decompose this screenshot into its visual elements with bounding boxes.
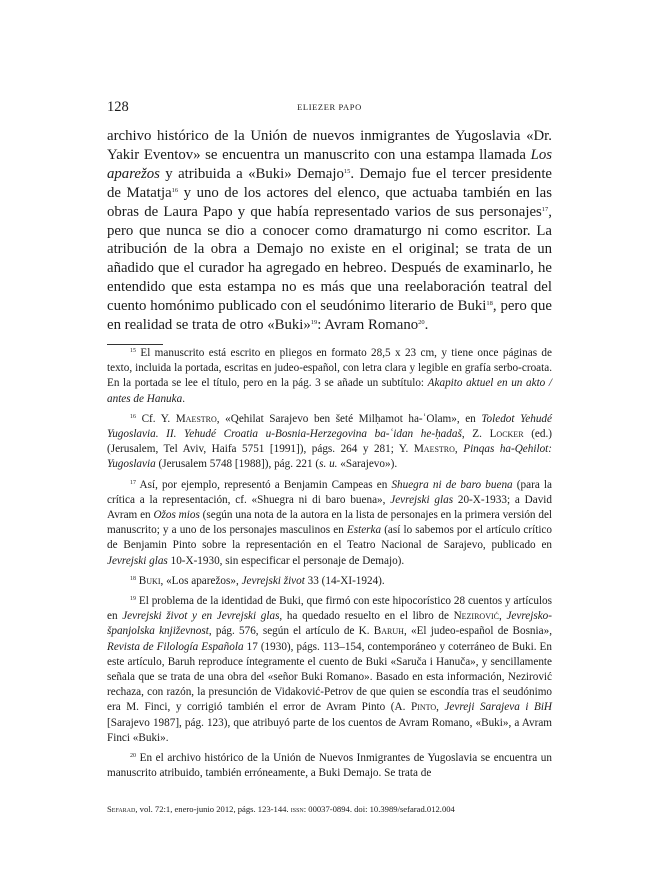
italic-title: Los aparežos: [107, 146, 552, 182]
body-span: . Demajo fue el tercer presidente de Matatja: [107, 165, 552, 201]
author-name: Buki: [138, 574, 161, 587]
fn-span: , «Los aparežos»,: [160, 574, 242, 587]
footnote-ref-19[interactable]: 19: [310, 319, 318, 327]
fn-italic: Jevrejsko-španjolska književnost: [107, 610, 553, 638]
footnote-ref-20[interactable]: 20: [418, 319, 425, 327]
footer-doi: : 00037-0894. doi: 10.3989/sefarad.012.004: [303, 804, 455, 814]
fn-italic: Pinqas ha-Qehilot: Yugoslavia: [107, 443, 553, 471]
fn-span: .: [182, 392, 185, 405]
footnote-number: 19: [130, 596, 136, 603]
footnote-ref-16[interactable]: 16: [171, 186, 179, 194]
body-span: y uno de los actores del elenco, que actuaba también en las obras de Laura Papo y que había representado varios de sus personajes: [107, 184, 552, 220]
body-span: .: [424, 317, 429, 334]
fn-span: «Sarajevo»).: [337, 458, 398, 471]
page-footer: [107, 803, 552, 815]
fn-italic: Jevrejski glas: [390, 493, 454, 506]
body-span: , pero que en realidad se trata de otro «Buki»: [107, 298, 552, 334]
fn-span: 17 (1930), págs. 113–154, contemporáneo y coterráneo de Buki. En este artículo, Baruh reproduce íntegramente el cuento de Buki «Saruča i Hanuča», y sencillamente señala que se trata de una obra del «señor Buki Romano». Basado en esta información, Nezirović rechaza, con razón, la presunción de Vidaković-Petrov de que quien se escondía tras el seudónimo era M. Finci, y corrigió también el error de Avram Pinto (A.: [107, 640, 552, 714]
fn-span: El problema de la identidad de Buki, que firmó con este hipocorístico 28 cuentos y artículos en: [107, 595, 552, 623]
fn-span: ,: [454, 443, 464, 456]
fn-span: ,: [499, 610, 507, 623]
fn-span: Así, por ejemplo, representó a Benjamin Campeas en: [136, 478, 392, 491]
fn-span: En el archivo histórico de la Unión de Nuevos Inmigrantes de Yugoslavia se encuentra un manuscrito atribuido, también erróneamente, a Buki Demajo. Se trata de: [107, 752, 552, 780]
body-text: [107, 127, 552, 335]
author-name: Nezirović: [453, 610, 499, 623]
fn-span: (ed.) (Jerusalem, Tel Aviv, Haifa 5751 [1991]), págs. 264 y 281; Y.: [107, 428, 552, 456]
fn-italic: Akapito aktuel en un akto / antes de Hanuka: [107, 377, 552, 405]
footnotes: [107, 346, 552, 786]
fn-span: El manuscrito está escrito en pliegos en formato 28,5 x 23 cm, y tiene once páginas de texto, incluida la portada, escritas en judeo-español, con letra clara y legible en grafía serbo-croata. En la portada se lee el título, pero en la pág. 3 se añade un subtítulo:: [107, 347, 552, 390]
footnote-number: 20: [130, 753, 136, 760]
author-name: Baruh: [373, 625, 404, 638]
body-span: : Avram Romano: [317, 317, 419, 334]
fn-italic: Esterka: [346, 524, 382, 537]
footnote-19: [107, 594, 552, 746]
fn-italic: s. u.: [319, 458, 338, 471]
page-header: [107, 99, 552, 115]
footnote-15: [107, 346, 552, 407]
footnote-number: 15: [130, 348, 136, 354]
fn-span: 20-X-1933; a David Avram en: [107, 493, 552, 522]
footnote-number: 18: [130, 575, 136, 582]
footnote-18: [107, 574, 552, 589]
fn-span: , «El judeo-español de Bosnia»,: [403, 625, 552, 638]
page-number: 128: [107, 99, 129, 115]
author-name: Maestro: [175, 412, 217, 425]
footnote-ref-17[interactable]: 17: [541, 205, 549, 213]
fn-italic: Ožos mios: [153, 509, 200, 522]
fn-span: 10-X-1930, sin especificar el personaje de Demajo).: [167, 554, 405, 567]
fn-span: , pág. 576, según el artículo de K.: [208, 625, 374, 638]
fn-italic: Revista de Filología Española: [107, 640, 244, 653]
footnote-number: 16: [130, 413, 136, 420]
fn-span: (según una nota de la autora en la lista de personajes en la primera versión del manuscrito; y a uno de los personajes masculinos en: [107, 509, 553, 537]
fn-italic: Jevreji Sarajeva i BiH: [444, 701, 553, 714]
fn-italic: Toledot Yehudé Yugoslavia. II. Yehudé Croatia u-Bosnia-Herzegovina ba-ʿidan he-ḥadaš: [107, 412, 552, 441]
footnote-divider: [107, 344, 163, 345]
journal-name: Sefarad: [107, 804, 136, 814]
fn-italic: Jevrejski glas: [107, 554, 168, 567]
fn-italic: Jevrejski život: [241, 574, 305, 587]
fn-span: , «Qehilat Sarajevo ben šeté Milḥamot ha-ʿOlam», en: [216, 412, 482, 425]
footnote-number: 17: [130, 479, 136, 486]
body-span: archivo histórico de la Unión de nuevos inmigrantes de Yugoslavia «Dr. Yakir Eventov» se encuentra un manuscrito con una estampa llamada: [107, 128, 552, 163]
running-head: ELIEZER PAPO: [297, 102, 362, 112]
footnote-ref-18[interactable]: 18: [486, 300, 493, 308]
author-name: Maestro: [413, 443, 455, 456]
footnote-16: [107, 412, 552, 473]
fn-span: (Jerusalem 5748 [1988]), pág. 221 (: [155, 458, 320, 471]
author-name: Locker: [489, 428, 524, 441]
fn-span: (para la crítica a la representación, cf. «Shuegra ni di baro buena»,: [107, 478, 553, 506]
fn-italic: Shuegra ni de baro buena: [391, 478, 513, 491]
fn-span: , ha quedado resuelto en el libro de: [279, 610, 454, 623]
author-name: Pinto: [410, 701, 437, 714]
footer-citation: , vol. 72:1, enero-junio 2012, págs. 123-144.: [135, 804, 291, 814]
fn-italic: Jevrejski život y en Jevrejski glas: [122, 610, 280, 623]
body-span: y atribuida a «Buki» Demajo: [159, 165, 344, 182]
footnote-17: [107, 478, 552, 569]
footnote-20: [107, 751, 552, 781]
fn-span: ,: [436, 701, 445, 714]
fn-span: Cf. Y.: [136, 412, 176, 425]
body-span: , pero que nunca se dio a conocer como dramaturgo ni como escritor. La atribución de la obra a Demajo no existe en el original; se trata de un añadido que el curador ha agregado en hebreo. Después de examinarlo, he entendido que esta estampa no es más que una reelaboración teatral del cuento homónimo publicado con el seudónimo literario de Buki: [107, 203, 552, 315]
body-paragraph: [107, 127, 552, 335]
footnote-ref-15[interactable]: 15: [343, 167, 351, 175]
fn-span: (así lo sabemos por el artículo crítico de Benjamin Pinto sobre la representación en el Teatro Nacional de Sarajevo, publicado en: [107, 524, 552, 552]
fn-span: [Sarajevo 1987], pág. 123), que atribuyó parte de los cuentos de Avram Romano, «Buki», a Avram Finci «Buki».: [107, 716, 552, 744]
fn-span: 33 (14-XI-1924).: [304, 574, 385, 587]
issn-label: issn: [290, 804, 304, 814]
fn-span: , Z.: [461, 428, 490, 441]
